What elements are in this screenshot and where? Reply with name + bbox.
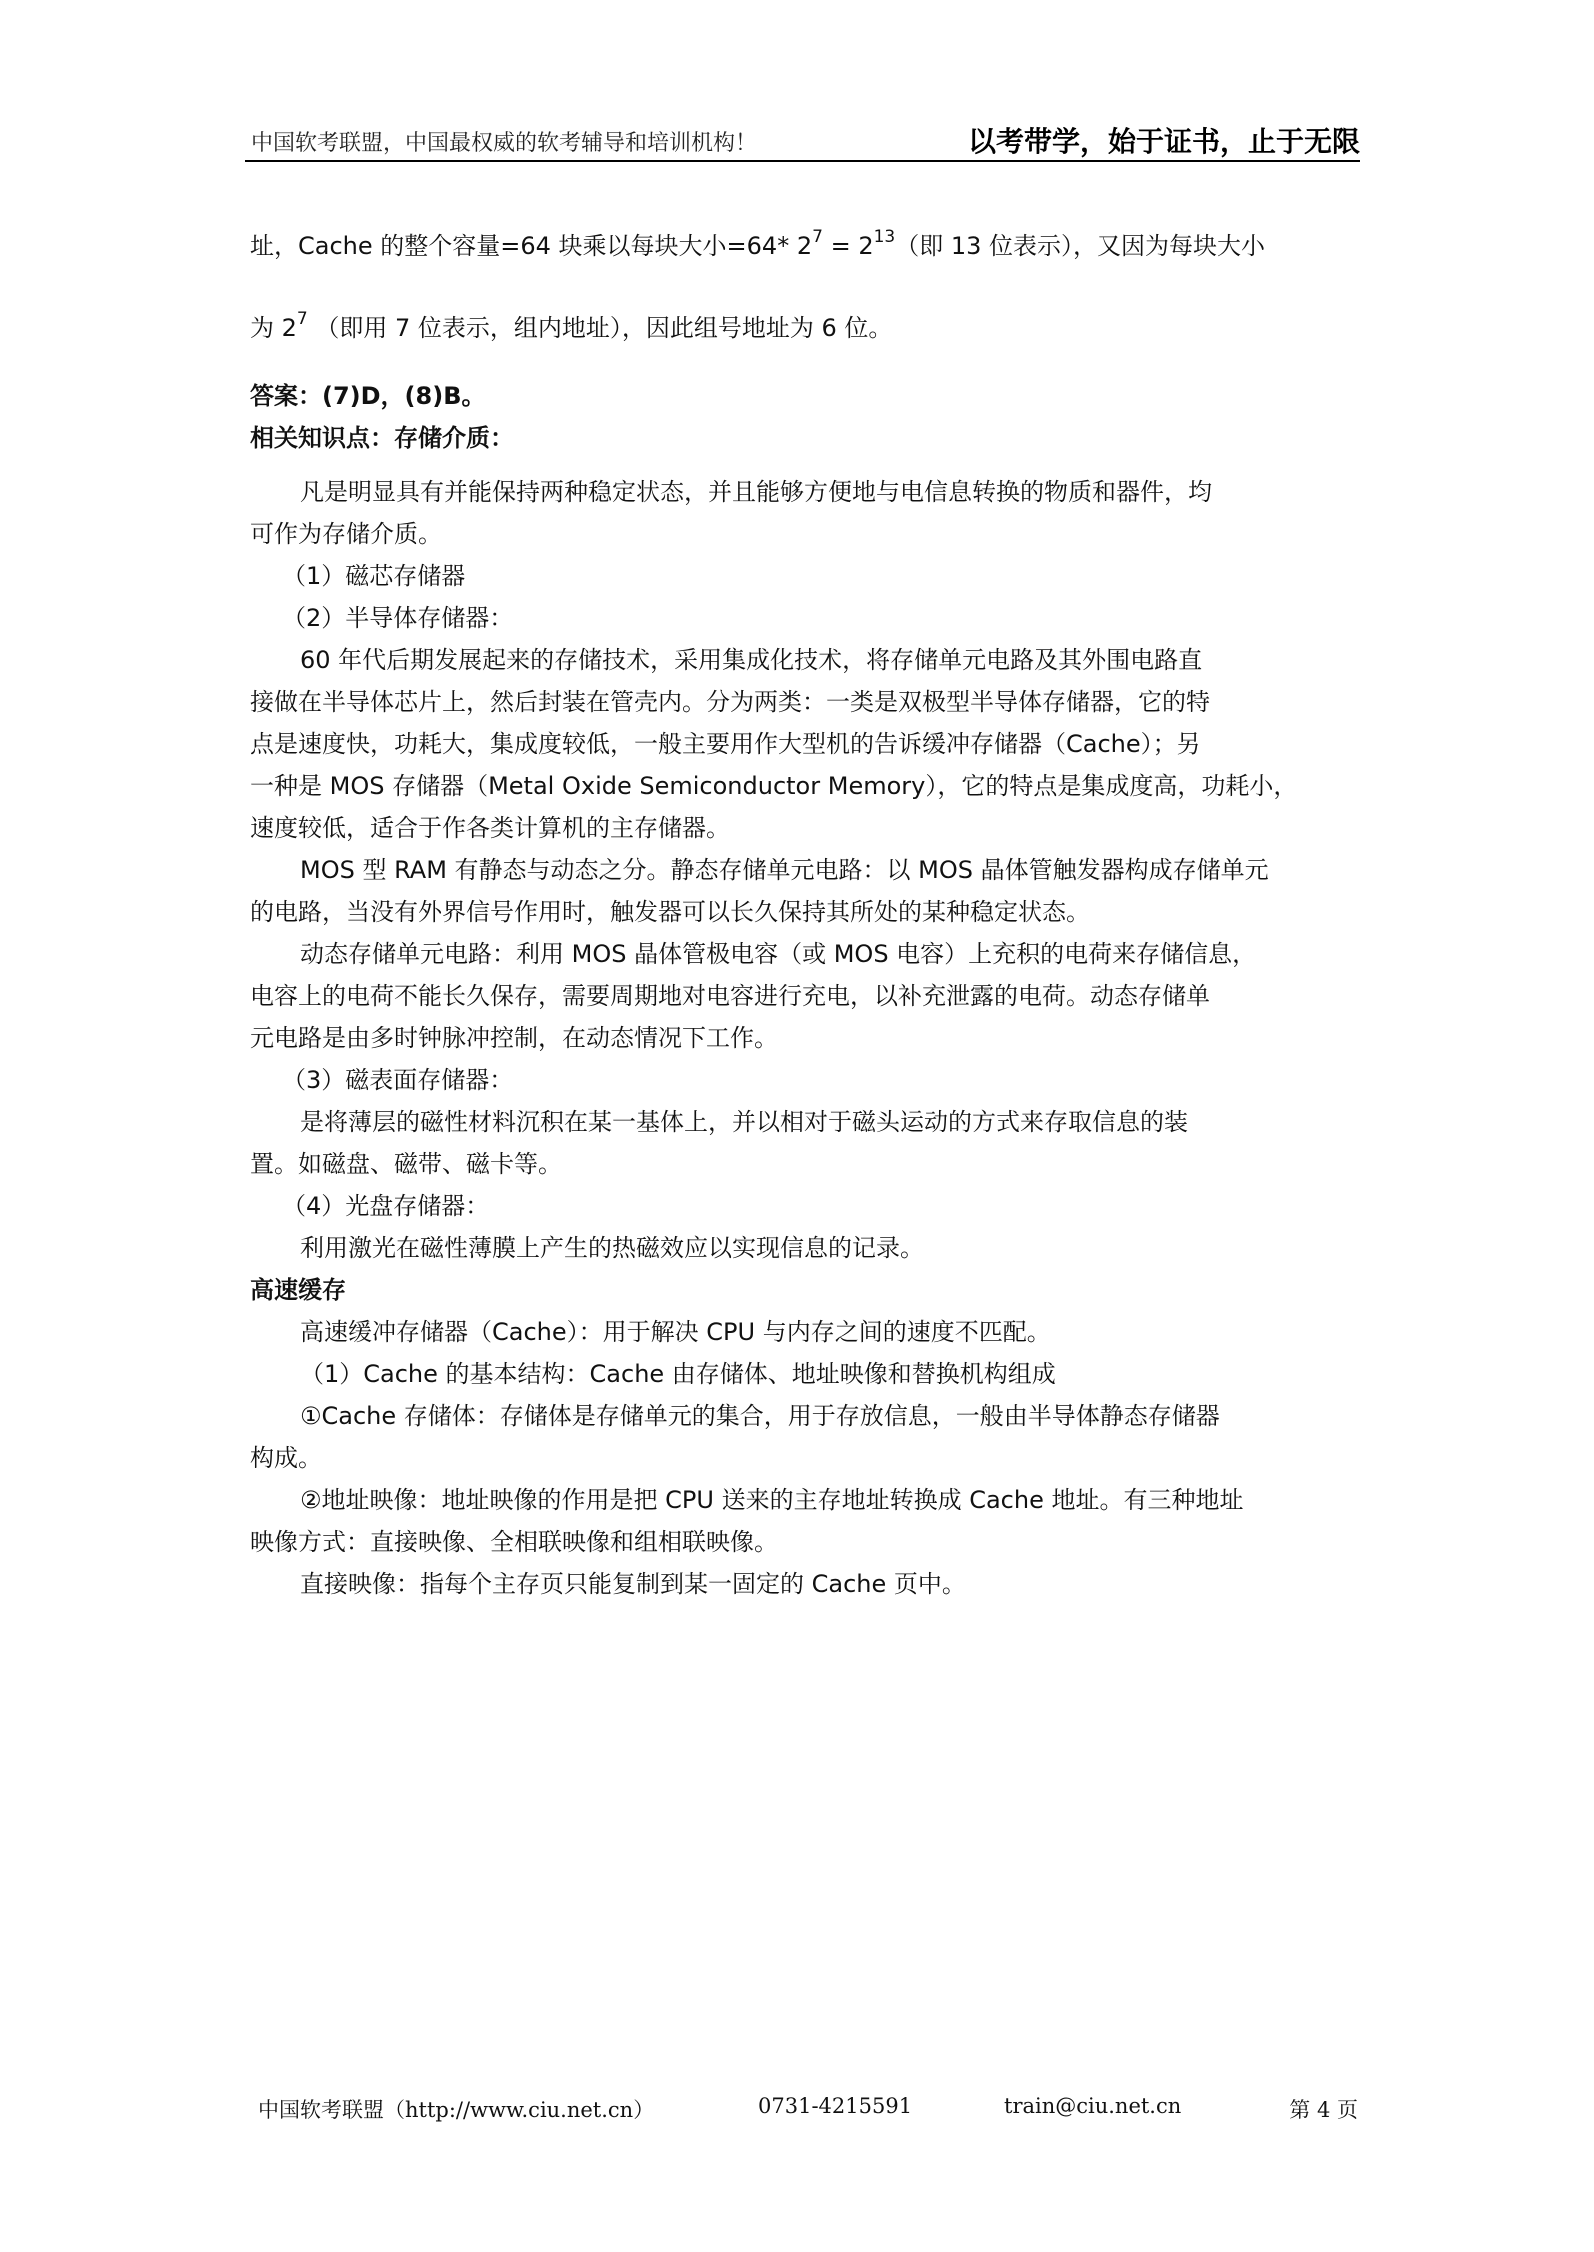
paragraph-line: 构成。 <box>250 1444 322 1472</box>
paragraph-line: 映像方式：直接映像、全相联映像和组相联映像。 <box>250 1528 778 1556</box>
paragraph-line: 凡是明显具有并能保持两种稳定状态，并且能够方便地与电信息转换的物质和器件，均 <box>300 478 1212 506</box>
formula-base: 2 <box>858 232 874 260</box>
paragraph-line: 置。如磁盘、磁带、磁卡等。 <box>250 1150 562 1178</box>
paragraph-line: 速度较低，适合于作各类计算机的主存储器。 <box>250 814 730 842</box>
list-item: （2）半导体存储器： <box>282 604 514 632</box>
paragraph-line: ②地址映像：地址映像的作用是把 CPU 送来的主存地址转换成 Cache 地址。有三种地址 <box>300 1486 1244 1514</box>
footer-org: 中国软考联盟（http://www.ciu.net.cn） <box>258 2098 655 2122</box>
paragraph-line: （1）Cache 的基本结构：Cache 由存储体、地址映像和替换机构组成 <box>300 1360 1056 1388</box>
page-header <box>245 118 1360 162</box>
formula-base: 2 <box>796 232 813 260</box>
page-footer <box>258 2094 1358 2126</box>
text-run: 为 <box>250 314 282 342</box>
paragraph-line: 可作为存储介质。 <box>250 520 442 548</box>
paragraph-line: 点是速度快，功耗大，集成度较低，一般主要用作大型机的告诉缓冲存储器（Cache）；另 <box>250 730 1201 758</box>
formula-base: 2 <box>281 314 297 342</box>
paragraph-line: 高速缓冲存储器（Cache）：用于解决 CPU 与内存之间的速度不匹配。 <box>300 1318 1051 1346</box>
text-run: （即 13 位表示），又因为每块大小 <box>895 232 1266 260</box>
paragraph-line: 元电路是由多时钟脉冲控制，在动态情况下工作。 <box>250 1024 778 1052</box>
text-run: = <box>822 232 859 260</box>
list-item: （3）磁表面存储器： <box>282 1066 514 1094</box>
paragraph-line: MOS 型 RAM 有静态与动态之分。静态存储单元电路：以 MOS 晶体管触发器构成存储单元 <box>300 856 1269 884</box>
formula-exponent: 7 <box>812 227 823 247</box>
paragraph-line: 接做在半导体芯片上，然后封装在管壳内。分为两类：一类是双极型半导体存储器，它的特 <box>250 688 1210 716</box>
formula-exponent: 7 <box>296 309 308 329</box>
section-heading: 高速缓存 <box>250 1276 346 1304</box>
text-run: （即用 7 位表示，组内地址），因此组号地址为 6 位。 <box>307 314 893 342</box>
header-motto: 以考带学，始于证书，止于无限 <box>967 125 1360 158</box>
paragraph-line: 动态存储单元电路：利用 MOS 晶体管极电容（或 MOS 电容）上充积的电荷来存储信息， <box>300 940 1257 968</box>
header-divider <box>245 160 1360 162</box>
paragraph-line: 一种是 MOS 存储器（Metal Oxide Semiconductor Memory），它的特点是集成度高，功耗小， <box>250 772 1298 800</box>
paragraph-line: 60 年代后期发展起来的存储技术，采用集成化技术，将存储单元电路及其外围电路直 <box>300 646 1203 674</box>
formula-exponent: 13 <box>873 227 896 247</box>
paragraph-line <box>250 225 1358 307</box>
answer-line: 答案：(7)D，(8)B。 <box>250 382 486 410</box>
knowledge-point-heading: 相关知识点：存储介质： <box>250 424 514 452</box>
footer-page-number: 第 4 页 <box>1289 2098 1358 2122</box>
footer-email: train@ciu.net.cn <box>1004 2094 1182 2118</box>
paragraph-line: 电容上的电荷不能长久保存，需要周期地对电容进行充电，以补充泄露的电荷。动态存储单 <box>250 982 1210 1010</box>
text-run: 址，Cache 的整个容量=64 块乘以每块大小=64* <box>250 232 797 260</box>
header-org-slogan: 中国软考联盟，中国最权威的软考辅导和培训机构！ <box>251 131 758 156</box>
paragraph-line: 的电路，当没有外界信号作用时，触发器可以长久保持其所处的某种稳定状态。 <box>250 898 1090 926</box>
paragraph-line: 直接映像：指每个主存页只能复制到某一固定的 Cache 页中。 <box>300 1570 966 1598</box>
paragraph-line: ①Cache 存储体：存储体是存储单元的集合，用于存放信息，一般由半导体静态存储器 <box>300 1402 1220 1430</box>
paragraph-line: 利用激光在磁性薄膜上产生的热磁效应以实现信息的记录。 <box>300 1234 924 1262</box>
footer-phone: 0731-4215591 <box>758 2094 913 2118</box>
paragraph-line: 是将薄层的磁性材料沉积在某一基体上，并以相对于磁头运动的方式来存取信息的装 <box>300 1108 1188 1136</box>
list-item: （1）磁芯存储器 <box>282 562 466 590</box>
list-item: （4）光盘存储器： <box>282 1192 490 1220</box>
paragraph-line <box>250 307 1358 375</box>
page-content <box>250 225 1358 1605</box>
